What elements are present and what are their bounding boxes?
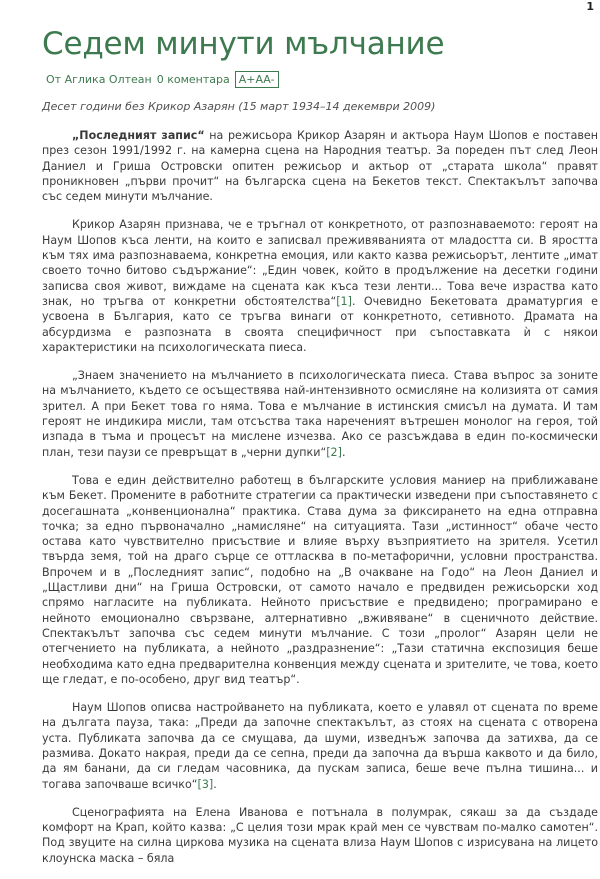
article-paragraph: [42, 700, 598, 792]
font-size-control[interactable]: A+AA-: [235, 71, 279, 88]
paragraph-text: . Очевидно Бекетовата драматургия е усвоена в България, като се тръгва винаги от конкретното, сетивното. Драмата на абсурдизма е разпозната в своята специфичност при съпоставката ѝ с някои характеристики на психологическата пиеса.: [42, 294, 598, 354]
article-paragraph: [42, 473, 598, 687]
article-paragraph: [42, 805, 598, 866]
paragraph-text: .: [341, 445, 346, 459]
article-body: [42, 128, 598, 879]
article-meta: [46, 71, 279, 88]
article-paragraph: [42, 128, 598, 204]
paragraph-text: Крикор Азарян признава, че е тръгнал от конкретното, от разпознаваемото: героят на Наум Шопов къса ленти, на които е записвал преживяванията от младостта си. В яростта към тях има разпознаваема, конкретна емоция, или както казва режисьорът, лентите „имат своето точно битово съдържание“: „Един човек, който в продължение на десетки години записва своя живот, виждаме на сцената как къса тези ленти... Това вече израства като знак, но тръгва от конкретни обстоятелства“: [42, 218, 598, 308]
article-subtitle: Десет години без Крикор Азарян (15 март 1934–14 декември 2009): [42, 100, 436, 113]
page-number: 1: [586, 0, 594, 13]
article-paragraph: [42, 368, 598, 460]
paragraph-text: .: [213, 777, 217, 791]
paragraph-lead: „Последният запис“: [72, 129, 205, 142]
comments-link[interactable]: 0 коментара: [156, 73, 230, 86]
author-link[interactable]: От Аглика Олтеан: [46, 73, 152, 86]
footnote-link[interactable]: [2]: [326, 445, 342, 459]
paragraph-text: на режисьора Крикор Азарян и актьора Наум Шопов е поставен през сезон 1991/1992 г. на камерна сцена на Народния театър. За пореден път след Леон Даниел и Гриша Островски опитен режисьор и актьор от „старата школа“ правят проникновен „първи прочит“ на българска сцена на Бекетов текст. Спектакълът започва със седем минути мълчание.: [42, 129, 598, 204]
paragraph-text: Наум Шопов описва настройването на публиката, което е улавял от сцената по време на дългата пауза, така: „Преди да започне спектакълът, аз стоях на сцената с отворена уста. Публиката започва да се смущава, да шуми, изведнъж започва да затихва, да се размива. Докато накрая, преди да се сепна, преди да започна да върша каквото и да било, да ям банани, да си гледам часовника, да пускам записа, беше вече пълна тишина... и тогава започваше всичко“: [42, 701, 598, 791]
footnote-link[interactable]: [3]: [197, 777, 214, 791]
paragraph-text: Това е един действително работещ в българските условия маниер на приближаване към Бекет. Промените в работните стратегии са практически изведени при съпоставянето с досегашната „конвенционална“ практика. Става дума за фиксирането на една отправна точка; за едно първоначално „намисляне“ на ситуацията. Тази „истинност“ обаче често остава като чувствително присъствие и влияе върху възприятието на зрителя. Усетил твърда земя, той на драго сърце се оттласква в по-метафорични, условни пространства. Впрочем и в „Последният запис“, подобно на „В очакване на Годо“ на Леон Даниел и „Щастливи дни“ на Гриша Островски, от самото начало е предвиден режисьорски ход спрямо нагласите на публиката. Нейното присъствие е предвидено; програмирано е нейното емоционално свързване, алтернативно „вживяване“ в сценичното действие. Спектакълът започва със седем минути мълчание. С този „пролог“ Азарян цели не отегчението на публиката, а нейното „раздразнение“: „Тази статична експозиция беше необходима като една предварителна конвенция между сцената и зрителите, че това, което ще гледат, е по-особено, друг вид театър“.: [42, 473, 598, 686]
footnote-link[interactable]: [1]: [336, 294, 352, 308]
article-paragraph: [42, 217, 598, 355]
paragraph-text: Сценографията на Елена Иванова е потънала в полумрак, сякаш за да създаде комфорт на Крап, който казва: „С целия този мрак край мен се чувствам по-малко самотен“. Под звуците на силна циркова музика на сцената влиза Наум Шопов с изрисувана на лицето клоунска маска – бяла: [42, 805, 598, 865]
paragraph-text: „Знаем значението на мълчанието в психологическата пиеса. Става въпрос за зоните на мълчанието, където се осъществява най-интензивното осмисляне на колизията от самия зрител. А при Бекет това го няма. Това е мълчание в истинския смисъл на думата. И там героят не индикира мисли, там отсъства така нареченият вътрешен монолог на героя, той изпада в тъма и процесът на мислене изчезва. Ако се разсъждава в един по-космически план, тези паузи се превръщат в „черни дупки“: [42, 369, 598, 459]
article-title: Седем минути мълчание: [42, 26, 445, 62]
